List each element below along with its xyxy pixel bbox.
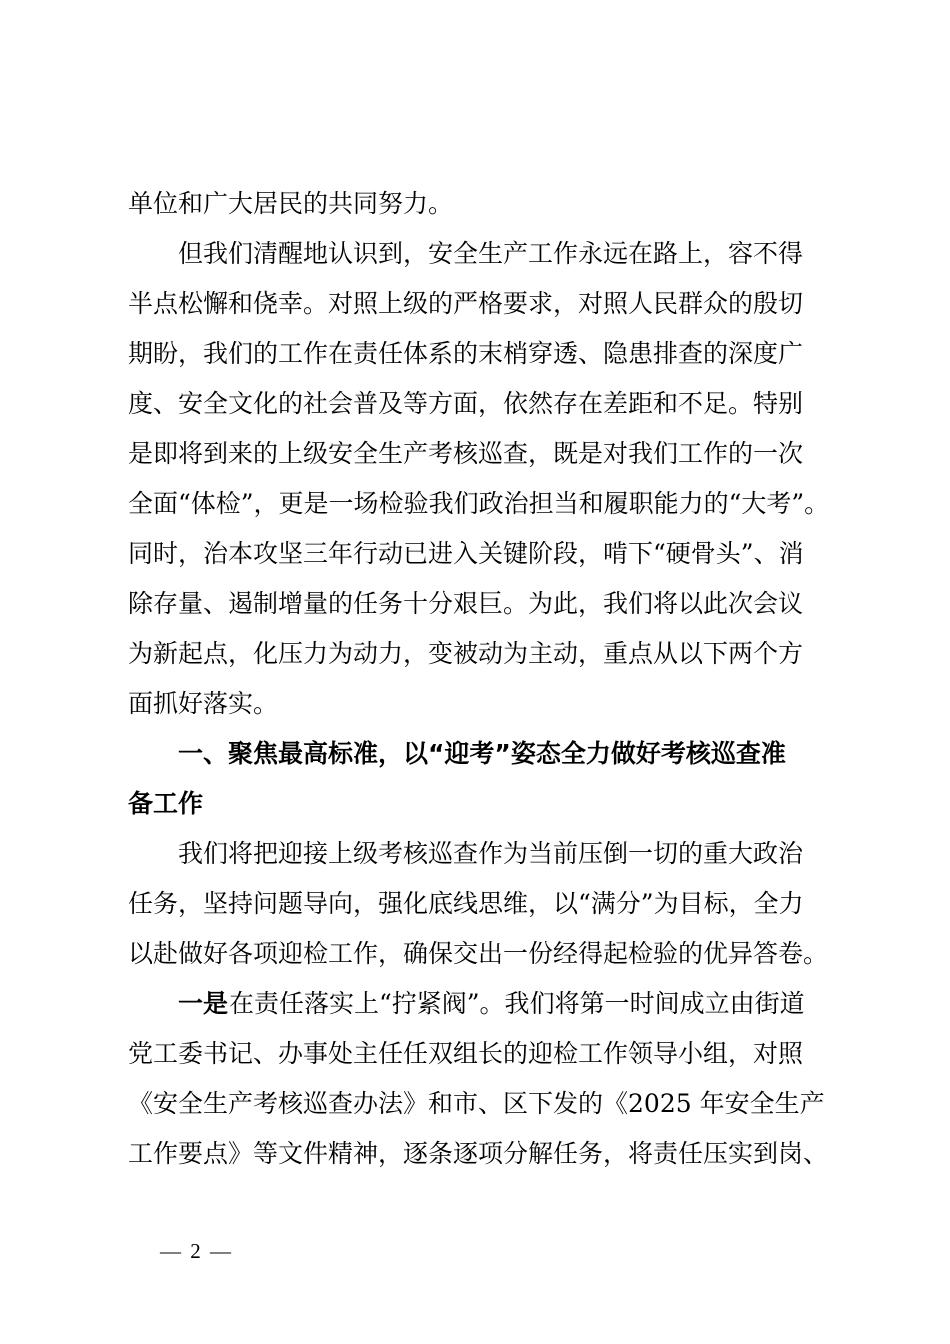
paragraph-4-line	[0, 986, 950, 1036]
section-heading	[0, 786, 950, 836]
text-line: 党工委书记、办事处主任任双组长的迎检工作领导小组，对照	[128, 1039, 804, 1068]
paragraph-2-line	[0, 636, 950, 686]
text-line: 同时，治本攻坚三年行动已进入关键阶段，啃下“硬骨头”、消	[128, 539, 804, 568]
text-line: 我们将把迎接上级考核巡查作为当前压倒一切的重大政治	[178, 839, 804, 868]
paragraph-2-line	[0, 536, 950, 586]
paragraph-2-line	[0, 336, 950, 386]
paragraph-2-line	[0, 486, 950, 536]
paragraph-3-line	[0, 886, 950, 936]
text-line: 在责任落实上“拧紧阀”。我们将第一时间成立由街道	[229, 989, 805, 1018]
text-line: 是即将到来的上级安全生产考核巡查，既是对我们工作的一次	[128, 439, 804, 468]
paragraph-2-line	[0, 686, 950, 736]
text-line: 单位和广大居民的共同努力。	[128, 189, 454, 218]
text-line: 期盼，我们的工作在责任体系的末梢穿透、隐患排查的深度广	[128, 339, 804, 368]
text-line: 为新起点，化压力为动力，变被动为主动，重点从以下两个方	[128, 639, 804, 668]
text-line: 除存量、遏制增量的任务十分艰巨。为此，我们将以此次会议	[128, 589, 804, 618]
heading-line: 一、聚焦最高标准，以“迎考”姿态全力做好考核巡查准	[178, 739, 786, 768]
text-line: 以赴做好各项迎检工作，确保交出一份经得起检验的优异答卷。	[128, 939, 829, 968]
paragraph-3-line	[0, 836, 950, 886]
section-heading	[0, 736, 950, 786]
text-line: 面抓好落实。	[128, 689, 279, 718]
heading-line: 备工作	[128, 789, 204, 818]
page-number: — 2 —	[160, 1239, 233, 1263]
paragraph-4-line	[0, 1086, 950, 1136]
paragraph-4-line	[0, 1136, 950, 1186]
paragraph-2-line	[0, 236, 950, 286]
text-line: 半点松懈和侥幸。对照上级的严格要求，对照人民群众的殷切	[128, 289, 804, 318]
paragraph-4-line	[0, 1036, 950, 1086]
paragraph-2-line	[0, 386, 950, 436]
paragraph-3-line	[0, 936, 950, 986]
paragraph-2-line	[0, 436, 950, 486]
bold-lead-text: 一是	[178, 989, 229, 1018]
text-line: 《安全生产考核巡查办法》和市、区下发的《2025 年安全生产	[128, 1089, 825, 1118]
text-line: 工作要点》等文件精神，逐条逐项分解任务，将责任压实到岗、	[128, 1139, 829, 1168]
paragraph-continuation	[0, 186, 950, 236]
text-line: 但我们清醒地认识到，安全生产工作永远在路上，容不得	[178, 239, 804, 268]
paragraph-2-line	[0, 286, 950, 336]
text-line: 全面“体检”，更是一场检验我们政治担当和履职能力的“大考”。	[128, 489, 830, 518]
text-line: 度、安全文化的社会普及等方面，依然存在差距和不足。特别	[128, 389, 804, 418]
text-line: 任务，坚持问题导向，强化底线思维，以“满分”为目标，全力	[128, 889, 804, 918]
paragraph-2-line	[0, 586, 950, 636]
